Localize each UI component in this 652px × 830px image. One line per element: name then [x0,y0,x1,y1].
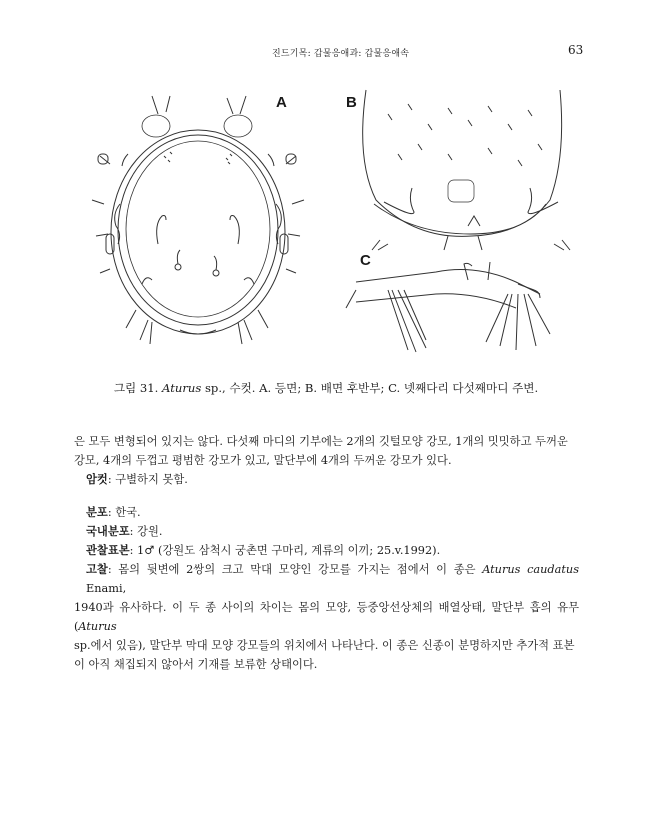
remarks-text-1: : 몸의 뒷변에 2쌍의 크고 막대 모양인 강모를 가지는 점에서 이 종은 [107,563,483,576]
body-text [74,432,579,674]
remarks-line-2 [74,598,579,636]
distribution-label: 분포 [86,505,108,519]
panel-a-dorsal-drawing [92,96,304,344]
figure-31 [88,84,572,374]
remarks-line-1 [74,560,579,598]
specimen-text: : 1♂ (강원도 삼척시 궁촌면 구마리, 계류의 이끼; 25.v.1992). [129,544,441,557]
distribution-text: : 한국. [107,506,141,519]
body-line-2: 강모, 4개의 두껍고 평범한 강모가 있고, 말단부에 4개의 두꺼운 강모가 있다. [74,454,452,467]
domestic-paragraph [74,522,579,541]
female-paragraph [74,470,579,489]
panel-label-c: C [360,252,371,269]
caption-taxon: Aturus [162,381,202,395]
panel-label-a: A [276,94,287,111]
figure-caption [0,380,652,396]
running-header: 진드기목: 갑물응애과: 갑물응애속 [272,49,410,59]
remarks-genus: Aturus [78,620,117,633]
remarks-line-3: sp.에서 있음), 말단부 막대 모양 강모들의 위치에서 나타난다. 이 종은 신종이 분명하지만 추가적 표본 [74,639,575,652]
domestic-text: : 강원. [129,525,163,538]
female-text: : 구별하지 못함. [107,473,188,486]
female-label: 암컷 [86,472,108,486]
panel-b-ventral-drawing [363,90,570,250]
body-line-1: 은 모두 변형되어 있지는 않다. 다섯째 마디의 기부에는 2개의 깃털모양 강모, 1개의 밋밋하고 두꺼운 [74,435,568,448]
panel-c-leg-drawing [346,262,550,352]
domestic-label: 국내분포 [86,524,130,538]
remarks-line-4: 이 아직 채집되지 않아서 기재를 보류한 상태이다. [74,658,318,671]
caption-prefix: 그림 31. [113,381,163,395]
specimen-label: 관찰표본 [86,543,130,557]
remarks-label: 고찰 [86,562,108,576]
remarks-species: Aturus caudatus [482,563,579,576]
specimen-paragraph [74,541,579,560]
caption-suffix: sp., 수컷. A. 등면; B. 배면 후반부; C. 넷째다리 다섯째마디 주변. [201,381,539,395]
page-number: 63 [568,43,584,57]
figure-drawings [88,84,572,374]
remarks-text-2: Enami, [86,582,127,595]
remarks-text-3: 1940과 유사하다. 이 두 종 사이의 차이는 몸의 모양, 등중앙선상체의 배열상태, 말단부 흡의 유무( [74,601,579,633]
panel-label-b: B [346,94,357,111]
distribution-paragraph [74,503,579,522]
